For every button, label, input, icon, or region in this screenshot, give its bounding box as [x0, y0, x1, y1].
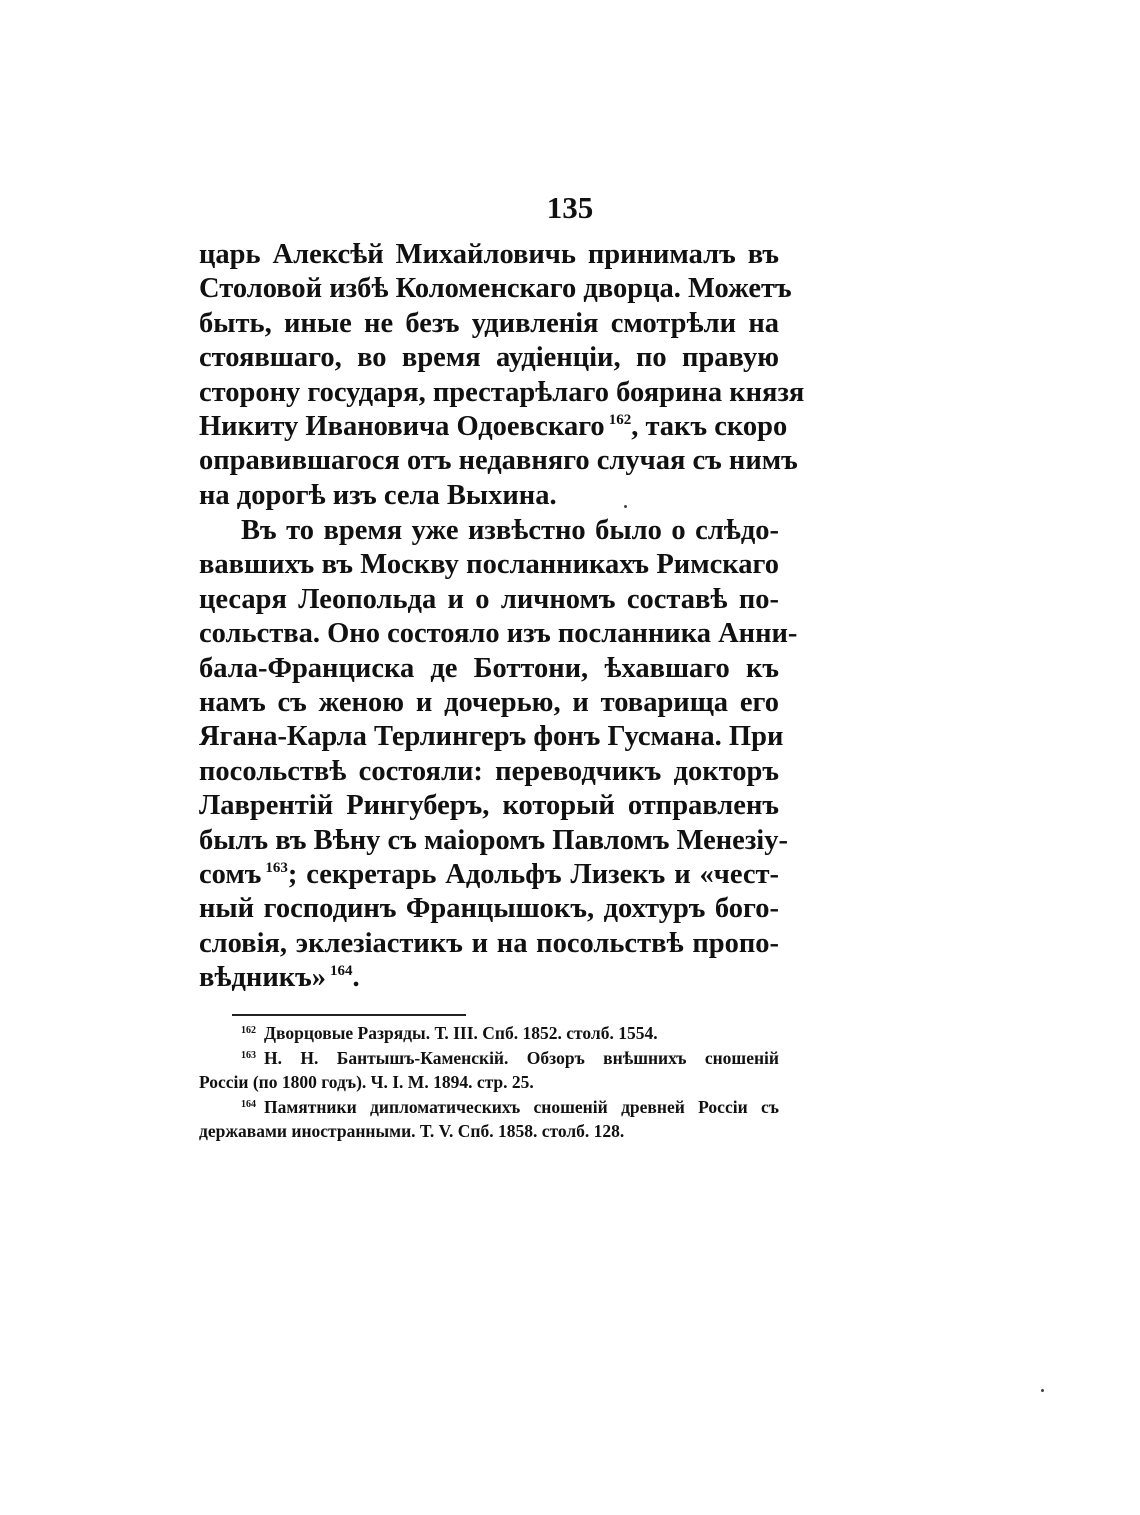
text-line: словія, эклезіастикъ и на посольствѣ пропо- — [199, 927, 779, 959]
text-line: царь Алексѣй Михайловичь принималъ въ — [199, 239, 779, 270]
footnote-ref-163[interactable]: 163 — [265, 859, 288, 876]
text-line: Столовой избѣ Коломенскаго дворца. Можетъ — [199, 273, 792, 305]
paragraph-1 — [199, 238, 805, 513]
text-fragment: . — [352, 962, 360, 994]
footnote-number: 162 — [241, 1025, 256, 1036]
text-line: сольства. Оно состояло изъ посланника Анни- — [199, 618, 798, 650]
footnote-ref-164[interactable]: 164 — [330, 963, 353, 980]
text-line-with-footnote-ref — [199, 410, 788, 444]
text-fragment: ; секретарь Адольфъ Лизекъ и «чест- — [287, 858, 779, 890]
text-fragment: вѣдникъ» — [199, 962, 327, 994]
page-number: 135 — [546, 190, 594, 225]
text-line: Лаврентій Рингуберъ, который отправленъ — [199, 790, 779, 822]
text-line: бала-Франциска де Боттони, ѣхавшаго къ — [199, 652, 779, 684]
footnote-text-continuation: державами иностранными. Т. V. Спб. 1858. столб. 128. — [199, 1121, 625, 1141]
footnotes — [199, 1021, 779, 1144]
text-line: стоявшаго, во время аудіенціи, по правую — [199, 342, 779, 374]
footnote-text-continuation: Россіи (по 1800 годъ). Ч. I. М. 1894. стр. 25. — [199, 1072, 534, 1092]
footnote-162 — [199, 1021, 779, 1046]
footnote-163 — [199, 1046, 779, 1071]
text-fragment: , такъ скоро — [631, 410, 788, 442]
text-line: оправившагося отъ недавняго случая съ нимъ — [199, 445, 798, 477]
text-line: сторону государя, престарѣлаго боярина князя — [199, 376, 805, 408]
scan-speck — [624, 505, 627, 508]
text-line: Ягана-Карла Терлингеръ фонъ Гусмана. При — [199, 721, 784, 753]
footnote-text: Памятники дипломатическихъ сношеній древней Россіи съ — [264, 1096, 779, 1117]
text-fragment: Никиту Ивановича Одоевскаго — [199, 410, 605, 442]
paragraph-2 — [199, 514, 798, 995]
footnote-number: 164 — [241, 1098, 256, 1110]
text-line: намъ съ женою и дочерью, и товарища его — [199, 686, 779, 718]
scan-speck — [1041, 1389, 1044, 1392]
text-line: былъ въ Вѣну съ маіоромъ Павломъ Менезіу- — [199, 824, 788, 856]
text-line: Въ то время уже извѣстно было о слѣдо- — [241, 515, 779, 546]
text-line-with-footnote-ref — [199, 961, 779, 995]
footnote-text: Н. Н. Бантышъ-Каменскій. Обзоръ внѣшнихъ сношеній — [264, 1047, 779, 1068]
text-line: вавшихъ въ Москву посланникахъ Римскаго — [199, 549, 779, 581]
footnote-164 — [199, 1095, 779, 1120]
text-line: ный господинъ Францышокъ, дохтуръ бого- — [199, 893, 779, 925]
footnote-text: Дворцовые Разряды. Т. III. Спб. 1852. столб. 1554. — [264, 1023, 658, 1043]
text-line: на дорогѣ изъ села Выхина. — [199, 479, 557, 511]
text-fragment: сомъ — [199, 858, 262, 890]
footnote-number: 163 — [241, 1049, 256, 1061]
text-line: посольствѣ состояли: переводчикъ докторъ — [199, 755, 779, 787]
text-line: цесаря Леопольда и о личномъ составѣ по- — [199, 583, 779, 615]
footnote-separator — [232, 1014, 466, 1016]
text-line-with-footnote-ref — [199, 858, 779, 892]
footnote-ref-162[interactable]: 162 — [608, 411, 632, 428]
text-line: быть, иные не безъ удивленія смотрѣли на — [199, 307, 779, 339]
